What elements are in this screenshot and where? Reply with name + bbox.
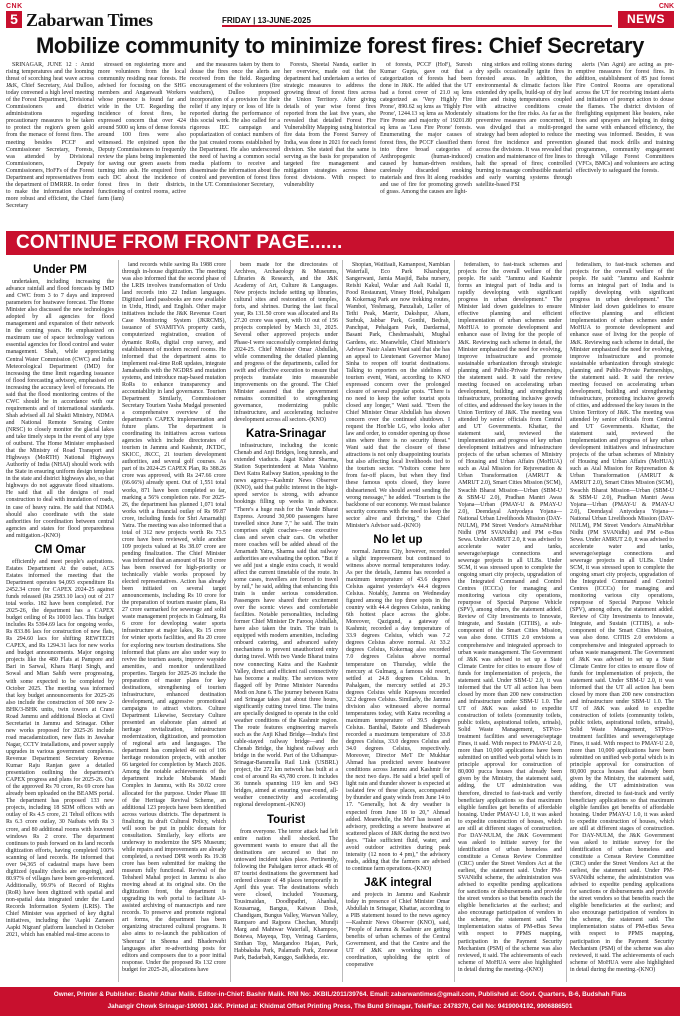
story-column-5: of forests, PCCF (HoF), Suresh Kumar Gupta, gave out that a categorization of forests had been done in J&K. He added that the UT had a forest cover of 21.0 sq kms categorized as 'Very Highly Fire Prone', 890.62 sq kms as 'Highly Fire Prone', 1244.13 sq kms as Moderately Fire Prone and majority of 19201.80 sq kms as 'Less Fire Prone' forests. Enumerating the major causes of forest fires, the PCCF classified them into three broad categories of Anthropogenic (human-induced) caused by human-driven residues, carelessly discarded smoking materials and fires lit along roadsides and use of fire for promoting growth of grass. Among the causes are light- — [380, 62, 472, 195]
bottom-column-6: federalism, to fast-track schemes and projects for the overall welfare of the people. He said: "Jammu and Kashmir forms an integral part of India and is rapidly developing with significant progress in urban development." The Minister laid down guidelines to ensure effective planning and efficient implementation of urban schemes under MoHUA to promote development and enhance ease of living for the people of J&K. Reviewing each scheme in detail, the Minister emphasized the need for evolving, improve infrastructure and promote sustainable urbanization through strategic planning and Public-Private Partnerships, the statement said. It said the review meeting focused on accelerating urban development, building and strengthening infrastructure, promoting inclusive growth of cities, and addressed the key issues in the Union Territory of J&K. The meeting was attended by senior officials from Central and UT Governments. Khattar, the statement said, reviewed the implementation and progress of key urban development initiatives and infrastructure projects of the urban schemes of Ministry of Housing and Urban Affairs (MoHUA) such as Atal Mission for Rejuvenation & Urban Transformation (AMRUT & AMRUT 2.0), Smart Cities Mission (SCM), Swachh Bharat Mission—Urban (SBM-U & SBM-U 2.0), Pradhan Mantri Awas Yojana—Urban (PMAY-U & PMAY-U 2.0), Deendayal Antyodaya Yojana—National Urban Livelihoods Mission (DAY-NULM), PM Street Vendor's AtmaNirbhar Nidhi (PM SVANidhi) and PM e-Bus Sewa. Under AMRUT 2.0, it was advised to accelerate water and tanks, sewerage/septage connections and sewerage projects in all ULBs. Under SCM, it was stressed upon to complete the ongoing smart city projects, upgradation of the Integrated Command and Control Centres (ICCCs) for managing and monitoring various city operations, repurpose of Special Purpose Vehicle (SPV), among others, the statement added. Review of City Investments to Innovate, Integrate, and Sustain (CITIIS), a sub-component of the Smart Cities Mission, was also done. CITIIS 2.0 envisions a comprehensive and integrated approach to urban waste management. The Government of J&K was advised to set up a State Climate Centre for cities to ensure flow of funds for implementation of projects, the statement said. Under SBM-U 2.0, it was informed that the UT all action has been closed by more than 200 new construction and infrastructure under SBM-U 1.0. The UT of J&K was asked to expedite construction of toilets (community toilets, public toilets, aspirational toilets, urinals), Solid Waste Management, STP/co-treatment facilities and sewerage/septage Fines, it said. With respect to PMAY-U 2.0, more than 10,000 applications have been submitted on unified web portal which is in principle approval for construction of 80,000 pucca houses that already been given by the Ministry, the statement said, adding, the UT administration was therefore, directed to fast-track and verify beneficiary applications so that maximum eligible families get benefits of affordable housing. Under PMAY-U 1.0, it was asked to expedite construction of houses, which are still at different stages of construction. For DAY-NULM, the J&K Government was asked to initiate survey for the identification of urban homeless and constitute a Census Review Committee (CRC) under the Street Vendors Act at the earliest, the statement said. Under PM-SVANidhi scheme, the administration was advised to expedite pending applications for sanctions or disbursements and provide the street vendors so that benefits reach the eligible beneficiaries at the earliest; and also encourage participation of vendors in the scheme, the statement said. The implementation status of PM-eBus Sewa with respect to PPMS mapping, participation in the Payment Security Mechanism (PSM) of the scheme was also reviewed, it said. The achievements of each scheme of MoHUA were also highlighted in detail during the meeting.-(KNO) — [570, 262, 674, 973]
bottom-column-1: Under PM undertaken, including increasing the advance rainfall and flood forecasts by IMD and CWC from 3 to 7 days and improved parameters for heatwave forecast. The Home Minister also discussed the new technologies adopted by all agencies for flood management and expansion of their network in the coming years. He emphasized on maximum use of space technology various essential agencies for flood control and water management. Shah, while appreciating Central Water Commission (CWC) and India Meteorological Department (IMD) for increasing the time limit regarding issuance of flood forecasting advisory, emphasised on increasing the accuracy level of forecasts. He said that the flood monitoring centres of the CWC should be in accordance with our requirements and of international standards. Shah advised all Jal Shakti Ministry, NDMA and National Remote Sensing Centre (NRSC) to closely monitor the glacial lakes and take timely steps in the event of any type of outburst. The Home Minister emphasised that the Ministry of Road Transport and Highways (MoRTH) National Highways Authority of India (NHAI) should work with the State in ensuring uniform design template in the state and district highways also, so that highways do not aggravate flood situations. He said that all the designs of road construction to deal with inundation of roads, in case of heavy rains. He said that NDMA should also coordinate with the state authorities for coordination between central agencies and states for flood preparedness and mitigation.-(KNO) CM Omar efficiently and meet people's aspirations. Estates Department At the outset, ACS Estates informed the meeting that the Department operates 94,093 expenditure Rs 2452.34 crore for CAPEX 2024-25 against funds released (Rs 2583.10 lacs) out of 217 total works. 182 have been completed. For 2025-26, the department has a CAPEX budget ceiling of Rs 10010 lacs. This budget includes Rs 5394.69 lacs for ongoing works, Rs 833.86 lacs for construction of new flats, Rs 294.60 lacs for shifting REWTECH CAPEX, and Rs 1294.31 lacs for new works and budget announcements. Major ongoing projects like the 480 Flats at Pampore and Bari in Sarwal, Khara Hanji Singh, and Sowal and Mian Sahib were progressing, with some expected to be completed by October 2025. The meeting was informed that key budget announcements for 2025-26 also include the construction of 300 new 2-BHK/3-BHK units, twin towers at Crane Road Jammu and additional Blocks at Civil Secretariat in Jammu and Srinagar. Other new works proposed for 2025-26 include road macadamization, new flats in Jawahar Nagar, CCTV installations, and power supply upgrades in various government complexes. Revenue Department Secretary Revenue Kumar Raju Ranjan gave a detailed presentation outlining the department's CAPEX progress and plans for 2025-26. Out of the approved Rs 70 crore, Rs 69 crore has already been uploaded on the BEAMS portal. The department has proposed 133 new projects, including 18 SDM offices with an outlay of Rs 4.5 crore, 21 Tehsil offices with Rs 6.3 crore outlay, 30 Naibats with Rs 3 crore, and 80 additional rooms with louvered windows Rs 2 crore. The department continues to push forward on its land records digitization efforts, having completed 100% scanning of land records. He informed that over 94,365 of cadastral maps have been digitized (quality checks are ongoing), and 80.97% of villages have been geo-referenced. Additionally, 99.9% of Record of Rights (RoR) have been digitized with spatial and non-spatial data integrated under the Land Records Information System (LRIS). The Chief Minister was apprised of key digital initiatives, including the 'Aapki Zameen Aapki Nigrani' platform launched in October 2021, which has enabled real-time access to — [6, 264, 114, 939]
story-column-7: alerts (Van Agni) are acting as pre-emptive measures for forest fires. In addition, establishment of 85 just forest Fire Control Rooms are operational across the UT for receiving instant alerts and initiation of prompt action to douse the flames. The district division of firefighting equipment like beaters, rake hoes and sprayers are helping in doing the same with enhanced efficiency, the meeting was informed. Besides, it was gleaned that mock drills and training programmes, community engagement through Village Forest Committees (VFCs, BMCs) and volunteers are acting effectively to safeguard the forests. — [576, 62, 674, 174]
story-heading-cm-omar: CM Omar — [34, 543, 86, 556]
story-heading-tourist: Tourist — [266, 813, 306, 826]
bottom-column-4: Shopian, Watifaali, Kamanpost, Namblan Waterfall, Eco Park Kharshpur, Sangerwani, Jamia Masjid, Baba nursery, Reishi Kakul, Wular and Aali Kadal II, Food Restaurant, Vinsey Hotel, Pahalgam & Kokernag Park are now trekking routes, Wamboi, Yeshmarg, Panzaliab, Leller of Tethi Peak, Marrir, Dakshpur, Aham, Surbuk, Jabbar Park, Gonthi, Bedrah, Panchpat, Pehalgam Park, Dardarmal, Basant Park, Cheshmashahi, Mughal Gardens, etc. Meanwhile, Chief Minister's Advisor Nasir Aslam Wani said that she has an appeal to Lieutenant Governor Manoj Sinha to reopen off tourist destinations. Talking to reporters on the sidelines of tourism event, Wani, according to KNO expressed concern over the prolonged closure of several popular spots. "There is no need to keep the softer tourist spots closed any longer," Wani said. "Even the Chief Minister Omar Abdullah has shown concern over the continued shutdown. I request the Hon'ble LG, who looks after law and order, to consider opening up those sites where there is no security threat." Wani said that the closure of these attractions is not only disappointing tourists but also affecting local livelihoods tied to the tourism sector. "Visitors come here from far-off places, but when they find these famous spots closed, they leave disheartened. We should avoid sending the wrong message," he added. "Tourism is the backbone of our economy. We must balance security concerns with the need to keep the sector alive and thriving," the Chief Minister's Advisor said.-(KNO) No let up normal. Jammu City, however, recorded a slight improvement but continued to witness above normal temperatures today. As per the details, Jammu has recorded a maximum temperature of 43.6 degrees Celsius against yesterday's 44.4 degrees Celsius. Notably, Jammu on Wednesday figured among the top three spots in the country with 44.4 degrees Celsius, ranking 6th hottest place across the globe. Moreover, Qazigund, a gateway of Kashmir, recorded a day temperature of 33.9 degrees Celsius, which was 7.2 degrees Celsius above normal. At 33.2 degrees Celsius, Kokernag also recorded 7.0 degrees Celsius above normal temperature on Thursday, while the mercury at Gulmarg, a famous ski resort, settled at 24.8 degrees Celsius. In Pahalgam, the mercury settled at 29.3 degrees Celsius while Kupwara recorded 32.2 degrees Celsius. Similarly, the Jammu division also witnessed above normal temperatures today, with Katra recording a maximum temperature of 39.5 degrees Celsius. Banihal, Batote and Bhaderwah recorded a maximum temperature of 33.8 degrees Celsius, 33.0 degrees Celsius and 34.0 degrees Celsius, respectively. Moreover, Director MeT Dr Mukhtar Ahmad has predicted severe heatwave conditions across Jammu and Kashmir for the next two days. He said a brief spell of light rain and thunder shower is expected at isolated few of these places, accompanied by thunder and gusty winds from June 14 to 17. "Generally, hot & dry weather is expected from June 18 to 20," Ahmad added. Meanwhile, the MeT has issued an advisory, predicting a severe heatwave at scattered places of J&K during the next two days. "Take sufficient fluid, water, and avoid outdoor activities during peak intensity (12 noon to 4 pm)," the advisory reads, adding that the farmers are advised to continue farm operations.-(KNO) J&K integral and projects in Jammu and Kashmir today in presence of Chief Minister Omar Abdullah in Srinagar, Khattar, according to a PIB statement issued to the news agency—Kashmir News Observer (KNO), said, "People of Jammu & Kashmir are getting benefits of urban schemes of the Central Government, and that the Centre and the UT of J&K are working in close coordination, upholding the spirit of cooperative — [346, 262, 450, 969]
story-heading-jk-integral: J&K integral — [364, 876, 432, 889]
imprint-line-1: Owner, Printer & Publisher: Bashir Athar Malik. Editor-in-Chief: Bashir Malik. RNI No: JKBIL/2011/39764. Email: zabarwantimes@gmail.com, Published at: Govt. Quarters, B-6, Budshah Flats — [53, 991, 627, 998]
story-column-2: stressed on registering more and more volunteers from the local community residing near forests. He advised for focusing on the SHG members and Anganwadi Workers whose presence is found far and wide in the UT. Regarding the incidence of forest fires, he expressed concern that over 424 around 5000 sq kms of dense forests around 100 fires were also witnessed. He enjoined upon the Deputy Commissioners to frequently review the plans being implemented for saving our green assets from turning into ash. He enquired from each DC about the incidence of forest fires in their districts, functioning of control rooms, active farm (fam) — [98, 62, 186, 202]
bottom-column-2: land records while saving Rs 1988 crore through in-house digitization. The meeting was also informed that the second phase of the LRIS involves transformation of Urdu land records into 22 Indian languages. Digitized land passbooks are now available in Urdu, Hindi, and English. Other major initiatives include the J&K Revenue Court Case Monitoring System (JKRCMS), issuance of SVAMITVA property cards, computerized registration, creation of dynamic RoRs, digital crop survey, and establishment of modern record rooms. He informed that the department aims to implement real-time RoR updates, integrate Jamabandis with the NGDRS and mutation systems, and introduce map-based mutation RoRs to enhance transparency and accountability in land governance. Tourism Department Similarly, Commissioner Secretary Tourism Yasha Mudgal presented a comprehensive overview of the department's CAPEX implementation and future plans. The department is coordinating its initiatives across various agencies which include directorates of tourism in Jammu and Kashmir, JKTDC, SKICC, JKCC, 21 tourism development authorities, and several golf courses. As part of its 2024-25 CAPEX Plan, Rs 388.26 crore was approved, with Rs 247.66 crore (66.66%) already spent. Out of 1,551 total works, 871 have been completed so far, marking a 56% completion rate. For 2025-26, the department has planned 1,071 total works with a financial outlay of Rs 99.87 crore, including funds for Shri Amarnathji Yatra. The meeting was also informed that a total of 312 new projects worth Rs 73.5 crore have been reviewed, while another 109 projects valued at Rs 38.07 crore are pending finalization. The Chief Minister was informed that an amount of Rs 10 crore has been reserved for high-priority or technically viable works proposed by elected representatives. Action has already been initiated on several target announcements, including Rs 10 crore for the preparation of tourism master plans, Rs 27 crore earmarked for sewerage and solid waste management projects in Gulmarg, Rs 6 crore for developing water sports infrastructure at major lakes, Rs 15 crore for winter sports facilities, and Rs 20 crore for exploring new tourism destinations. She informed that plans are also under way to revive the tourism assets, improve wayside amenities, and monitor underutilized properties. Targets for 2025-26 include the preparation of master plans for key destinations, strengthening of tourism infrastructure, enhanced destination development, and aggressive promotional campaigns to attract visitors. Culture Department Likewise, Secretary Culture presented an elaborate plan aimed at heritage revitalization, infrastructure modernization, digitization, and promotion of regional arts and languages. The department has completed 46 out of 106 heritage restoration projects, with another 66 targeted for completion by March 2026. Among the notable achievements of the department include Mubarak Mandi Complex in Jammu, with Rs 30.02 crore allocated for the purpose. Under Phase III of the Heritage Revival Scheme, an additional 123 projects have been identified across various districts. The department is finalizing its draft Cultural Policy, which will soon be put in public domain for consultation. Similarly, key efforts are underway to modernize the SPS Museum; while repairs and improvements are already completed, a revised DPR worth Rs 19.38 crore has been submitted for making the museum fully functional. Revival of the Tehsheel Mahal project in Jammu is also moving ahead at its original site. On the digitization front, the department is upgrading its web portal to facilitate AI-assisted archiving of manuscripts and rare records. To preserve and promote regional art forms, the department has been organizing structured cultural programs. It also aims to re-launch the publication of 'Sheeraza' in Sheena and Bhaderwahi languages after re-advertising posts for editors and composers due to a poor initial response. Under the proposed Rs 132 crore budget for 2025-26, allocations have — [122, 262, 226, 973]
continued-banner: CONTINUE FROM FRONT PAGE...... — [6, 231, 674, 255]
paper-name: Zabarwan Times — [26, 10, 153, 30]
column-divider — [118, 260, 119, 982]
column-divider — [342, 260, 343, 982]
section-tag: NEWS — [618, 11, 674, 28]
page-number: 5 — [6, 11, 22, 28]
column-divider — [230, 260, 231, 982]
story-column-6: ning strikes and rolling stones during dry spells occasionally ignite fires in forested areas. In addition, the environmental & climatic factors like extended dry spells, build-up of dry leaf litter and rising temperatures coupled with attractive conditions create situations for the fire risks. As far as the preventive measures are concerned, it was divulged that a multi-pronged strategy had been adopted to reduce the forest fire incidence and prevention across the divisions. It was revealed that creation and maintenance of fire lines to halt the spread of fires; controlled burning to manage combustible material and early warning systems through satellite-based FSI — [476, 62, 572, 188]
masthead — [0, 0, 680, 30]
bottom-column-5: federalism, to fast-track schemes and projects for the overall welfare of the people. He said: "Jammu and Kashmir forms an integral part of India and is rapidly developing with significant progress in urban development." The Minister laid down guidelines to ensure effective planning and efficient implementation of urban schemes under MoHUA to promote development and enhance ease of living for the people of J&K. Reviewing each scheme in detail, the Minister emphasized the need for evolving, improve infrastructure and promote sustainable urbanization through strategic planning and Public-Private Partnerships, the statement said. It said the review meeting focused on accelerating urban development, building and strengthening infrastructure, promoting inclusive growth of cities, and addressed the key issues in the Union Territory of J&K. The meeting was attended by senior officials from Central and UT Governments. Khattar, the statement said, reviewed the implementation and progress of key urban development initiatives and infrastructure projects of the urban schemes of Ministry of Housing and Urban Affairs (MoHUA) such as Atal Mission for Rejuvenation & Urban Transformation (AMRUT & AMRUT 2.0), Smart Cities Mission (SCM), Swachh Bharat Mission—Urban (SBM-U & SBM-U 2.0), Pradhan Mantri Awas Yojana—Urban (PMAY-U & PMAY-U 2.0), Deendayal Antyodaya Yojana—National Urban Livelihoods Mission (DAY-NULM), PM Street Vendor's AtmaNirbhar Nidhi (PM SVANidhi) and PM e-Bus Sewa. Under AMRUT 2.0, it was advised to accelerate water and tanks, sewerage/septage connections and sewerage projects in all ULBs. Under SCM, it was stressed upon to complete the ongoing smart city projects, upgradation of the Integrated Command and Control Centres (ICCCs) for managing and monitoring various city operations, repurpose of Special Purpose Vehicle (SPV), among others, the statement added. Review of City Investments to Innovate, Integrate, and Sustain (CITIIS), a sub-component of the Smart Cities Mission, was also done. CITIIS 2.0 envisions a comprehensive and integrated approach to urban waste management. The Government of J&K was advised to set up a State Climate Centre for cities to ensure flow of funds for implementation of projects, the statement said. Under SBM-U 2.0, it was informed that the UT all action has been closed by more than 200 new construction and infrastructure under SBM-U 1.0. The UT of J&K was asked to expedite construction of toilets (community toilets, public toilets, aspirational toilets, urinals), Solid Waste Management, STP/co-treatment facilities and sewerage/septage Fines, it said. With respect to PMAY-U 2.0, more than 10,000 applications have been submitted on unified web portal which is in principle approval for construction of 80,000 pucca houses that already been given by the Ministry, the statement said, adding, the UT administration was therefore, directed to fast-track and verify beneficiary applications so that maximum eligible families get benefits of affordable housing. Under PMAY-U 1.0, it was asked to expedite construction of houses, which are still at different stages of construction. For DAY-NULM, the J&K Government was asked to initiate survey for the identification of urban homeless and constitute a Census Review Committee (CRC) under the Street Vendors Act at the earliest, the statement said. Under PM-SVANidhi scheme, the administration was advised to expedite pending applications for sanctions or disbursements and provide the street vendors so that benefits reach the eligible beneficiaries at the earliest; and also encourage participation of vendors in the scheme, the statement said. The implementation status of PM-eBus Sewa with respect to PPMS mapping, participation in the Payment Security Mechanism (PSM) of the scheme was also reviewed, it said. The achievements of each scheme of MoHUA were also highlighted in detail during the meeting.-(KNO) — [458, 262, 562, 973]
story-column-1: SRINAGAR, JUNE 12 : Amid rising temperatures and the looming threat of scorching heat wave across J&K, Chief Secretary, Atal Dulloo, today convened a high level meeting of the Forest Department, Divisional Commissioners and district administrations regarding precautionary measures to be taken to protect the region's green gold from the menace of forest fires. The meeting besides PCCF and Commissioner Secretary, Forests, was attended by Divisional Commissioners, Deputy Commissioners, HoFFs of the Forest Department and representatives from the department of DMRRR. In order to make the information channel more robust and efficient, the Chief Secretary — [6, 62, 94, 209]
issue-date: FRIDAY | 13-JUNE-2025 — [222, 16, 311, 25]
publisher-logo-right: CNK — [658, 3, 674, 10]
publisher-logo: CNK — [6, 3, 23, 10]
main-headline: Mobilize community to minimize forest fires: Chief Secretary — [35, 33, 645, 58]
story-heading-under-pm: Under PM — [33, 264, 87, 276]
story-column-3: and the measures taken by them to douse the fires once the alerts are received from the field. Regarding encouragement of the volunteers (fire watchers), Dulloo proposed incorporation of a provision for their relief if any injury or loss of life is reported during the performance of this social work. He also called for a rigorous IEC campaign and popularization of contact numbers of the just created rooms established by the Department. He also underscored the need of having a common social media platform to receive and disseminate the information about the control and prevention of forest fires in the UT. Commissioner Secretary, — [190, 62, 280, 188]
imprint-line-2: Jahangir Chowk Srinagar-190001 J&K. Printed at: Khidmat Offset Printing Press, The Bund Srinagar, Tele/Fax: 2478370, Cell No: 9419004192, 9906886501 — [107, 1003, 573, 1010]
column-divider — [454, 260, 455, 982]
bottom-column-3: been made for the directorates of Archives, Archaeology & Museums, Libraries & Research, and the J&K Academy of Art, Culture & Languages. New projects include setting up libraries, cultural sites and restoration of temples, forts, and shrines. During the last fiscal year, Rs 131.50 crore was allocated and Rs 27.20 crore was spent, with 10 out of 156 projects completed by March 31, 2025. Several other approved projects under Phase-I were successfully completed during 2024-25. Chief Minister Omar Abdullah, while commending the detailed planning and progress of the departments, called for swift and effective execution to ensure that projects translate into measurable improvements on the ground. The Chief Minister assured that the government remains committed to strengthening governance, modernizing public infrastructure, and accelerating inclusive development across all sectors.-(KNO) Katra-Srinagar infrastructure, including the iconic Chenab and Anji Bridges, long tunnels, and extended viaducts. Jagat Kishor Sharma, Station Superintendent at Mata Vaishno Devi Katra Railway Station, speaking to the news agency—Kashmir News Observer (KNO), said that public interest in the high-speed service is strong, with advance bookings filling up weeks in advance. "There's a huge rush for the Vande Bharat Express. Around 30,900 passengers have travelled since June 7," he said. The train comprises eight coaches—one executive class and seven chair cars. On whether more coaches will be added ahead of the Amarnath Yatra, Sharma said that railway authorities are evaluating the option. "But if we add just a single extra coach, it would affect the current timetable of the route. In some cases, travellers are forced to travel by rail," he said, adding that enhancing this train is under serious consideration. Passengers have shared their excitement over the scenic views and comfortable facilities. Notable personalities, including former Chief Minister Dr Farooq Abdullah, have also taken the train. The train is equipped with modern amenities, including onboard catering, and advanced safety mechanisms to prevent unauthorized entry during travel. With two Vande Bharat trains now connecting Katra and the Kashmir Valley, direct and efficient rail connectivity has become a reality. The services were flagged off by Prime Minister Narendra Modi on June 6. The journey between Katra and Srinagar takes just about three hours, significantly cutting travel time. The trains are specially designed to operate in the cold weather conditions of the Kashmir region. The route features engineering marvels such as the Anji Khad Bridge—India's first cable-stayed railway bridge—and the Chenab Bridge, the highest railway arch bridge in the world. Part of the Udhampur-Srinagar-Baramulla Rail Link (USBRL) project, the 272 km network has built at a cost of around Rs 43,780 crore. It includes 36 tunnels spanning 119 km and 943 bridges, aimed at ensuring year-round, all-weather connectivity and accelerating regional development.-(KNO) Tourist from everyone. The terror attack had left entire nation shell shocked. The government wants to ensure that all the destinations are secured so that no untoward incident takes place. Pertinently, following the Pahalgam terror attack 48 of 87 tourist destinations the government had ordered closure of 48 places temporarily in April this year. The destinations which were closed, included Yousmarg, Tousimaidan, Doodhpathri, Ahanbal, Kousarnag, Bangus, Kaiwan Dosh, Chandigam, Bungus Valley, Warwan Valley, Ramparo and Rajpora Chechan, Mundji Marg and Mahtwar Waterfall, Khampoo, Botewa, Mayeqa, Top, Verinag Gardens, Sinthan Top, Margandoo Hajan, Park, Habbaksha Park, Palamath Park, Zorawar Park, Badarbah, Kanggo, Sadkheda, etc. — [234, 262, 338, 962]
story-heading-katra-srinagar: Katra-Srinagar — [246, 428, 326, 441]
column-divider — [566, 260, 567, 982]
masthead-rule — [222, 25, 612, 27]
imprint-footer — [0, 987, 680, 1016]
story-column-4: Forests, Sheetal Nanda, earlier in her overview, made out that the department had undertaken a series of strategic measures to address the growing threat of forest fires across the Union Territory. After giving details of year wise forest fires reported from the last five years, she revealed that detailed Forest Fire Vulnerability Mapping using historical fire data from the Forest Survey of India, was done in 2021 for each forest division. She stated that the same is serving as the basis for preparation of targeted fire management and mitigation strategies across these forest divisions. With respect to vulnerability — [284, 62, 376, 188]
story-heading-no-let-up: No let up — [373, 533, 423, 546]
